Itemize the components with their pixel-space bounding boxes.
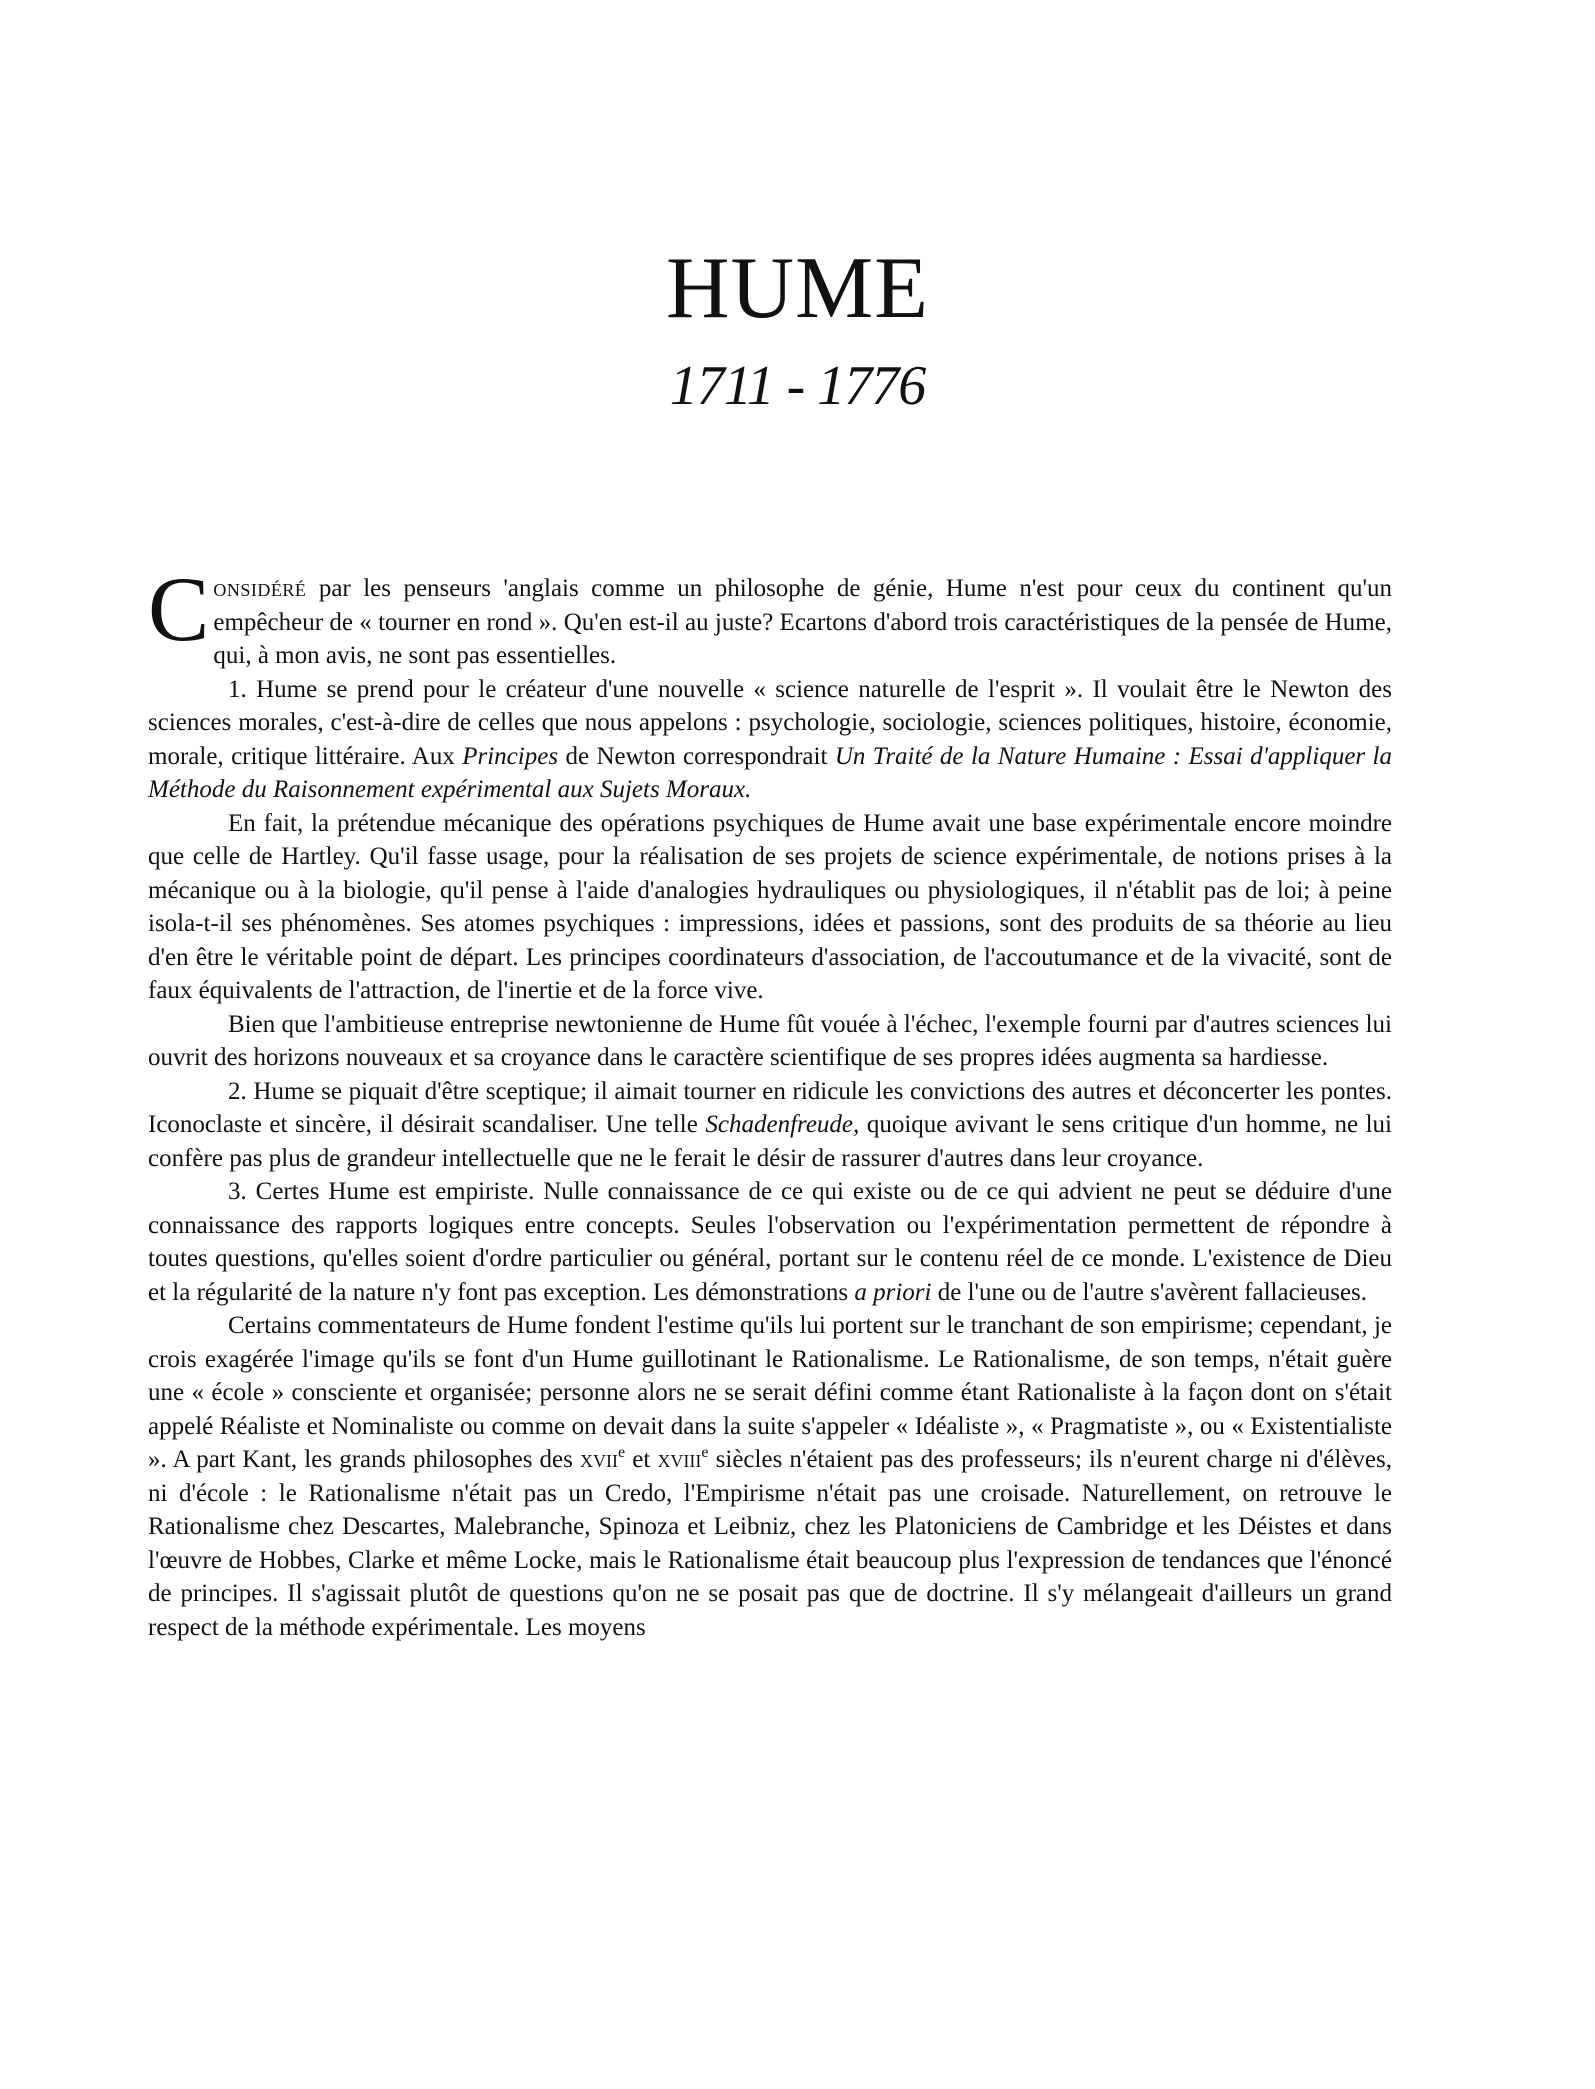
life-dates: 1711 - 1776 <box>669 355 926 417</box>
paragraph-newtonian: Bien que l'ambitieuse entreprise newtonienne de Hume fût vouée à l'échec, l'exemple fourni par d'autres sciences lui ouvrit des horizons nouveaux et sa croyance dans le caractère scientifique de ses propres idées augmenta sa hardiesse. <box>148 1010 1392 1071</box>
century-17: xvii <box>580 1446 619 1473</box>
paragraph-rationalism <box>148 1309 1392 1644</box>
drop-cap: C <box>148 558 210 660</box>
paragraph-text: par les penseurs 'anglais comme un philosophe de génie, Hume n'est pour ceux du continent qu'un empêcheur de « tourner en rond ». Qu'en est-il au juste? Ecartons d'abord trois caractéristiques de la pensée de Hume, qui, à mon avis, ne sont pas essentielles. <box>213 575 1392 669</box>
paragraph-mechanics: En fait, la prétendue mécanique des opérations psychiques de Hume avait une base expérimentale encore moindre que celle de Hartley. Qu'il fasse usage, pour la réalisation de ses projets de science expérimentale, de notions prises à la mécanique ou à la biologie, qu'il pense à l'aide d'analogies hydrauliques ou physiologiques, il n'établit pas de loi; à peine isola-t-il ses phénomènes. Ses atomes psychiques : impressions, idées et passions, sont des produits de sa théorie au lieu d'en être le véritable point de départ. Les principes coordinateurs d'association, de l'accoutumance et de la vivacité, sont de faux équivalents de l'attraction, de l'inertie et de la force vive. <box>148 809 1392 1004</box>
paragraph-text: 2. Hume se piquait d'être sceptique; il aimait tourner en ridicule les convictions des autres et déconcerter les pontes. Iconoclaste et sincère, il désirait scandaliser. Une telle <box>148 1077 1392 1138</box>
paragraph-text: de l'une ou de l'autre s'avèrent fallacieuses. <box>931 1278 1368 1306</box>
paragraph-text: 3. Certes Hume est empiriste. Nulle connaissance de ce qui existe ou de ce qui advient ne peut se déduire d'une connaissance des rapports logiques entre concepts. Seules l'observation ou l'expérimentation permettent de répondre à toutes questions, qu'elles soient d'ordre particulier ou général, portant sur le contenu réel de ce monde. L'existence de Dieu et la régularité de la nature n'y font pas exception. Les démonstrations <box>148 1178 1392 1306</box>
paragraph-text: Certains commentateurs de Hume fondent l'estime qu'ils lui portent sur le tranchant de son empirisme; cependant, je crois exagérée l'image qu'ils se font d'un Hume guillotinant le Rationalisme. Le Rationalisme, de son temps, n'était guère une « école » consciente et organisée; personne alors ne se serait défini comme étant Rationaliste à la façon dont on s'était appelé Réaliste et Nominaliste ou comme on devait dans la suite s'appeler « Idéaliste », « Pragmatiste », ou « Existentialiste ». A part Kant, les grands philosophes des <box>148 1312 1392 1473</box>
italic-title-principes: Principes <box>462 742 559 770</box>
paragraph-text: de Newton correspondrait <box>558 742 835 770</box>
paragraph-intro <box>148 558 1392 673</box>
italic-schadenfreude: Schadenfreude, <box>705 1111 860 1138</box>
paragraph-text: quoique avivant le sens critique d'un homme, ne lui confère pas plus de grandeur intellectuelle que ne le ferait le désir de rassurer d'autres dans leur croyance. <box>148 1111 1392 1172</box>
paragraph-text: et <box>625 1446 658 1473</box>
paragraph-point-1 <box>148 673 1392 807</box>
page-title: HUME <box>665 240 930 337</box>
italic-title-traite: Un Traité de la Nature Humaine : Essai d'appliquer la Méthode du Raisonnement expérimental aux Sujets Moraux. <box>148 742 1392 803</box>
paragraph-point-2 <box>148 1075 1392 1176</box>
italic-a-priori: a priori <box>854 1278 932 1306</box>
paragraph-text: siècles n'étaient pas des professeurs; ils n'eurent charge ni d'élèves, ni d'école : le Rationalisme n'était pas un Credo, l'Empirisme n'était pas une croisade. Naturellement, on retrouve le Rationalisme chez Descartes, Malebranche, Spinoza et Leibniz, chez les Platoniciens de Cambridge et les Déistes et dans l'œuvre de Hobbes, Clarke et même Locke, mais le Rationalisme était beaucoup plus l'expression de tendances que l'énoncé de principes. Il s'agissait plutôt de questions qu'on ne se posait pas que de doctrine. Il s'y mélangeait d'ailleurs un grand respect de la méthode expérimentale. Les moyens <box>148 1446 1392 1641</box>
paragraph-text: 1. Hume se prend pour le créateur d'une nouvelle « science naturelle de l'esprit ». Il voulait être le Newton des sciences morales, c'est-à-dire de celles que nous appelons : psychologie, sociologie, sciences politiques, histoire, économie, morale, critique littéraire. Aux <box>148 675 1392 770</box>
superscript-e: e <box>618 1444 626 1461</box>
paragraph-point-3 <box>148 1175 1392 1309</box>
century-18: xviii <box>657 1446 702 1473</box>
superscript-e: e <box>701 1444 709 1461</box>
opening-small-caps: onsidéré <box>213 575 307 602</box>
body-text <box>148 558 1392 1644</box>
